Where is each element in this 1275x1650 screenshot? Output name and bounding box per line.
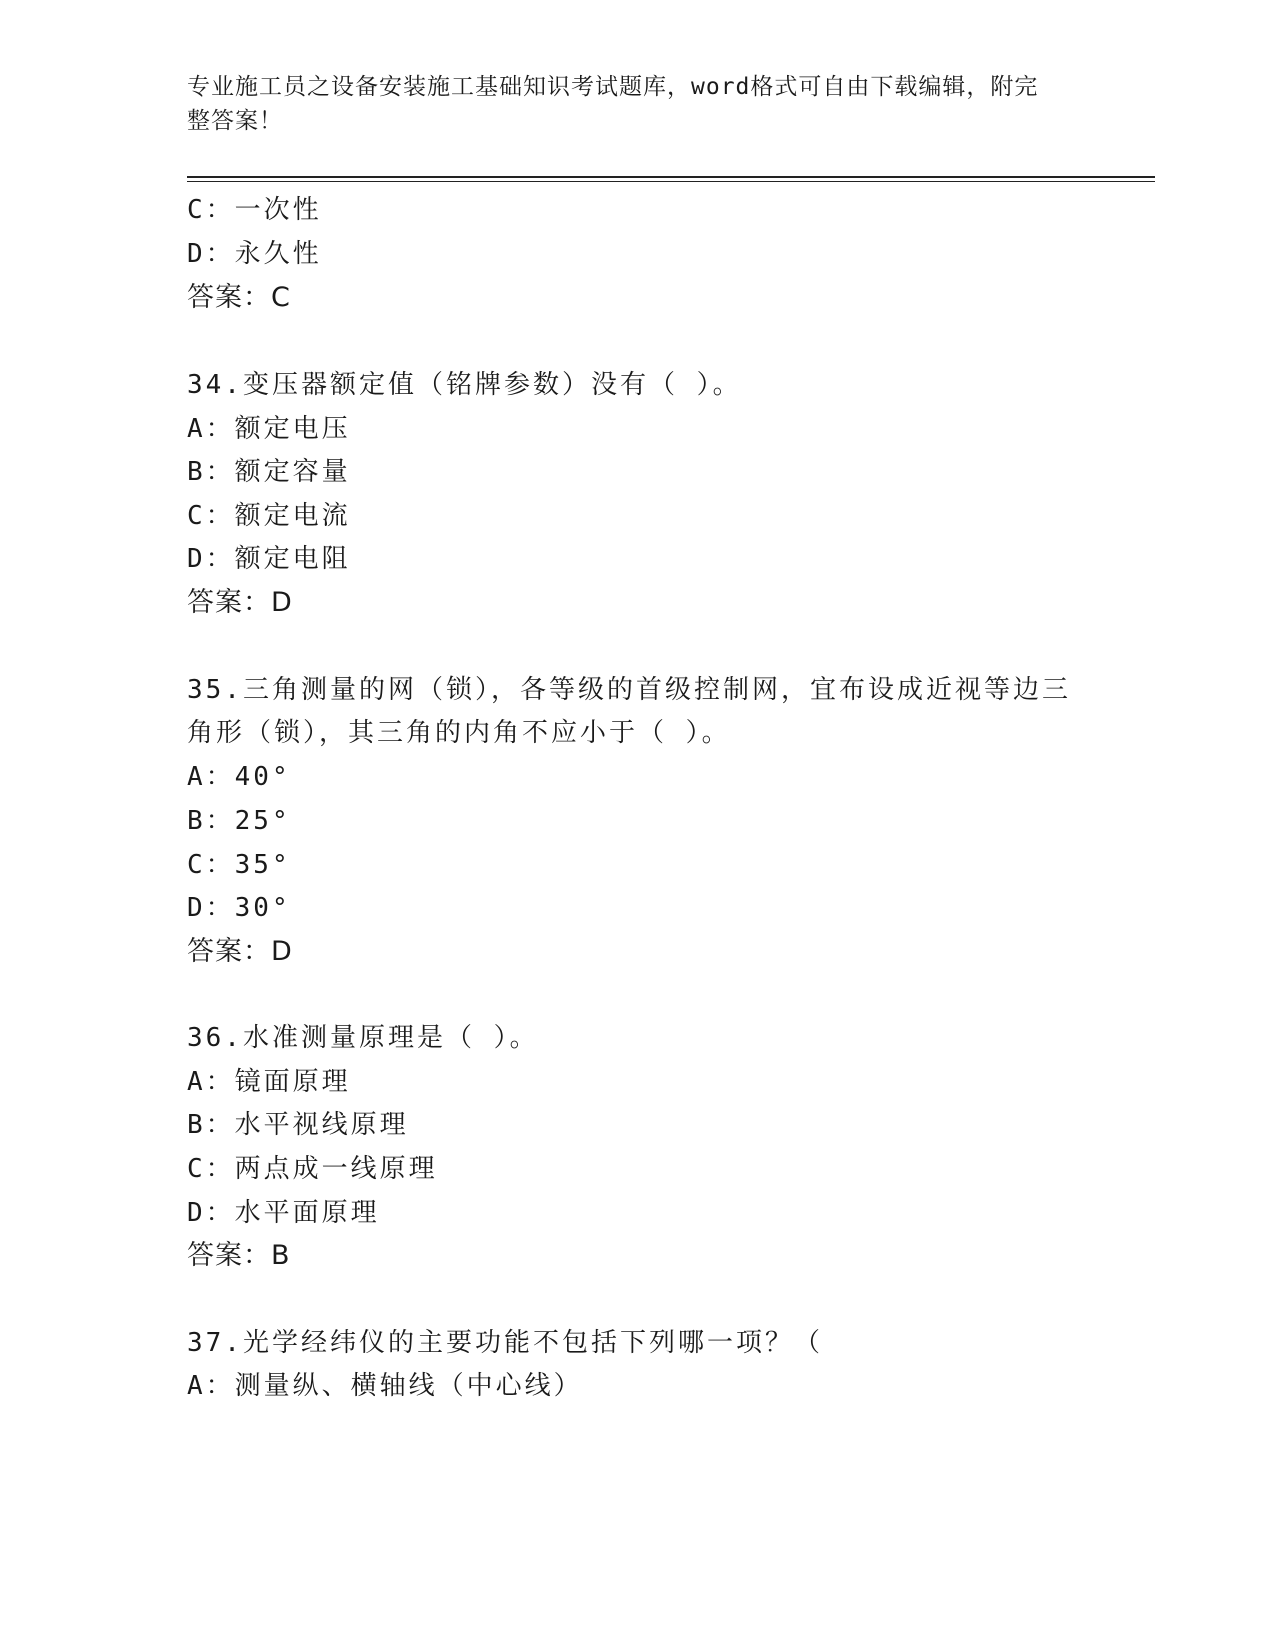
prev-option-d: D：永久性 <box>187 239 322 269</box>
q34-option-d: D：额定电阻 <box>187 544 351 574</box>
document-header <box>187 70 1067 138</box>
q35-option-b: B：25° <box>187 806 291 836</box>
q36-option-b: B：水平视线原理 <box>187 1110 409 1140</box>
q36-option-a: A：镜面原理 <box>187 1067 351 1097</box>
header-divider-thin <box>187 181 1155 182</box>
q37-option-a: A：测量纵、横轴线（中心线） <box>187 1371 583 1401</box>
q35-option-a: A：40° <box>187 762 291 792</box>
q36-option-d: D：水平面原理 <box>187 1198 380 1228</box>
q37-question: 37.光学经纬仪的主要功能不包括下列哪一项？（ <box>187 1328 823 1358</box>
header-line-1: 专业施工员之设备安装施工基础知识考试题库，word格式可自由下载编辑，附完 <box>187 74 1039 100</box>
q34-option-a: A：额定电压 <box>187 414 351 444</box>
q36-option-c: C：两点成一线原理 <box>187 1154 438 1184</box>
q34-answer: 答案：D <box>187 587 293 618</box>
prev-option-c: C：一次性 <box>187 195 322 225</box>
prev-answer: 答案：C <box>187 282 291 313</box>
q34-option-b: B：额定容量 <box>187 457 351 487</box>
q36-answer: 答案：B <box>187 1240 291 1271</box>
q36-question: 36.水准测量原理是（ ）。 <box>187 1023 539 1053</box>
q35-question-line-2: 角形（锁），其三角的内角不应小于（ ）。 <box>187 718 731 748</box>
q35-question-line-1: 35.三角测量的网（锁），各等级的首级控制网，宜布设成近视等边三 <box>187 675 1071 705</box>
header-line-2: 整答案！ <box>187 108 283 134</box>
header-divider-thick <box>187 176 1155 178</box>
q35-option-c: C：35° <box>187 850 291 880</box>
q34-option-c: C：额定电流 <box>187 501 351 531</box>
q35-answer: 答案：D <box>187 936 293 967</box>
q34-question: 34.变压器额定值（铭牌参数）没有（ ）。 <box>187 370 742 400</box>
q35-option-d: D：30° <box>187 893 291 923</box>
